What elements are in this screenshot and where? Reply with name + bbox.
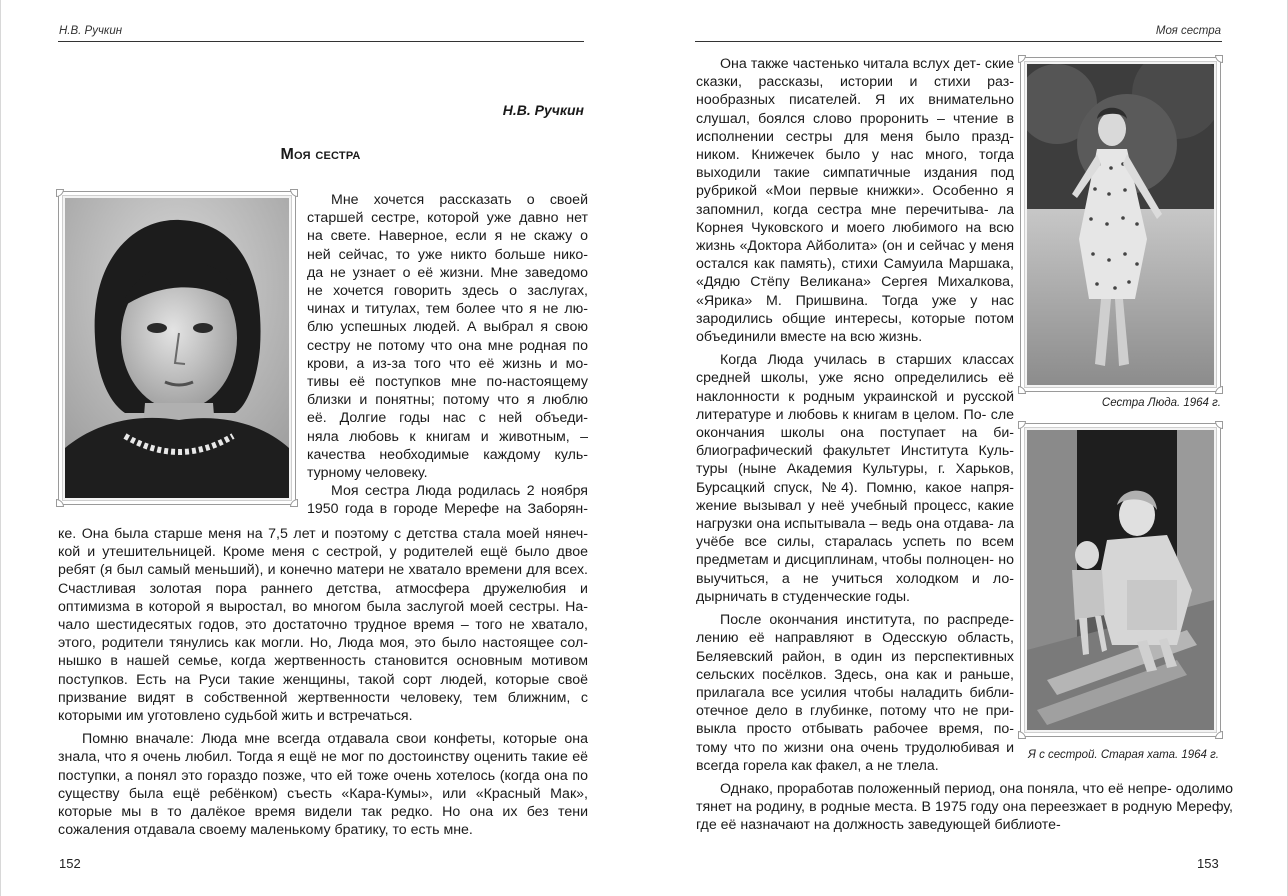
intro-line: да не узнает о её жизни. Мне заведомо — [307, 264, 588, 281]
left-page-number: 152 — [59, 856, 81, 871]
right-body-full — [696, 780, 1233, 835]
birth-line: 1950 года в городе Мерефе на Заборян- — [307, 501, 588, 518]
intro-line: её. Долгие годы нас с ней объеди- — [307, 410, 588, 427]
intro-line: на свете. Наверное, если я не скажу о — [307, 228, 588, 245]
right-body-column — [696, 55, 1014, 775]
intro-line: Мне хочется рассказать о своей — [331, 192, 588, 208]
caption-sister: Сестра Люда. 1964 г. — [1101, 397, 1221, 409]
paragraph-childhood: ке. Она была старше меня на 7,5 лет и поэтому с детства стала моей нянеч- кой и утешительницей. Кроме меня с сестрой, у родителей ещё было двое ребят (я был самый меньший), и конечно матери не хватало времени для всех. Счастливая золотая пора раннего детства, атмосфера дружелюбия и оптимизма в которой я выростал, во многом была заслугой моей сестры. На- чало шестидесятых годов, это достаточно трудное время – того не хватало, этого, родители тянулись как могли. Но, Люда моя, это было настоящее сол- нышко в нашей семье, когда жертвенность становится основным мотивом поступков. Есть на Руси такие женщины, такой сорт людей, которые своё призвание видят в собственной жертвенности человеку, тем ближним, с которыми им уготовлено судьбой жить и встречаться. — [58, 526, 588, 725]
photo-sister-1964 — [1027, 64, 1214, 385]
left-running-head: Н.В. Ручкин — [59, 25, 123, 37]
intro-line: тивы её поступков мне по-настоящему — [307, 374, 588, 391]
portrait-photo — [65, 198, 289, 498]
intro-line: чинах и титулах, тем более что я не лю- — [307, 301, 588, 318]
photo-frame-sister — [1020, 57, 1221, 392]
intro-line: няла любовь к книгам и животным, – — [307, 428, 588, 445]
paragraph-school: Когда Люда училась в старших классах средней школы, уже ясно определились её наклонности к родным украинской и русской литературе и любовь к книгам в целом. По- сле окончания школы она поступает на би- блиографический факультет Института Куль- туры (ныне Академия Культуры, г. Харьков, Бурсацкий спуск, №4). Помню, какое напря- жение вызывал у неё учебный процесс, какие нагрузки она испытывала – ведь она отдава- ла учёбе все силы, старалась успеть по всем предметам и дисциплинам, чтобы полноцен- но выучиться, а не учиться холодком и ло- дырничать в студенческие годы. — [696, 352, 1014, 605]
intro-line: блю успешных людей. А выбрал я свою — [307, 319, 588, 336]
birth-line: Моя сестра Люда родилась 2 ноября — [331, 483, 588, 500]
left-header-rule — [58, 41, 584, 42]
intro-line: турному человеку. — [307, 465, 428, 482]
intro-line: сестру не потому что она мне родная по — [307, 337, 588, 354]
article-author: Н.В. Ручкин — [502, 102, 584, 118]
paragraph-merefa: Однако, проработав положенный период, она поняла, что её непре- одолимо тянет на родину, в родные места. В 1975 году она переезжает в родную Мерефу, где её назначают на должность заведующей библиоте- — [696, 781, 1233, 834]
photo-frame-old-house — [1020, 423, 1221, 737]
caption-old-house: Я с сестрой. Старая хата. 1964 г. — [1028, 749, 1219, 761]
intro-line: крови, а из-за того что её жизнь и мо- — [307, 355, 588, 372]
intro-line: не хочется говорить здесь о заслугах, — [307, 283, 588, 300]
intro-line: ней сейчас, то уже никто больше нико- — [307, 246, 588, 263]
article-title: Моя сестра — [280, 146, 361, 163]
intro-line: близки и понятны; потому что я люблю — [307, 392, 588, 409]
right-header-rule — [695, 41, 1222, 42]
intro-paragraph — [307, 191, 588, 519]
portrait-photo-frame — [58, 191, 296, 505]
intro-line: качества необходимые каждому куль- — [307, 446, 588, 463]
paragraph-candies: Помню вначале: Люда мне всегда отдавала свои конфеты, которые она знала, что я очень любил. Тогда я ещё не мог по достоинству оценить такие её поступки, а понял это гораздо позже, что ей тоже очень хотелось (когда она по существу была ещё ребёнком) съесть «Кара-Кумы», или «Красный Мак», которые мы в то далёкое время видели так редко. Но она их без тени сожаления отдавала своему маленькому братику, то есть мне. — [58, 731, 588, 839]
photo-old-house-1964 — [1027, 430, 1214, 730]
left-body-text — [58, 525, 588, 839]
paragraph-odessa: После окончания института, по распреде- лению её направляют в Одесскую область, Беляевский район, в один из перспективных сельских посёлков. Здесь, она как и раньше, прилагала все усилия чтобы наладить библи- отечное дело в глубинке, потому что не при- выкла просто отбывать рабочее время, по- тому что по жизни она очень трудолюбивая и всегда горела как факел, а не тлела. — [696, 612, 1014, 774]
paragraph-reading: Она также частенько читала вслух дет- ские сказки, рассказы, истории и стихи раз- нообразных писателей. Я их внимательно слушал, боялся слово проронить – чтение в исполнении сестры для меня было празд- ником. Книжечек было у нас много, тогда выходили такие симпатичные издания под рубрикой «Мои первые книжки». Особенно я запомнил, когда сестра мне перечитыва- ла Корнея Чуковского и моего любимого на всю жизнь «Доктора Айболита» (он и сейчас у меня остался как память), стихи Самуила Маршака, «Дядю Стёпу Великана» Сергея Михалкова, «Ярика» М. Пришвина. Тогда уже у нас зародились общие интересы, которые потом объединили вместе на всю жизнь. — [696, 56, 1014, 346]
intro-line: старшей сестре, которой уже давно нет — [307, 210, 588, 227]
right-running-head: Моя сестра — [1155, 25, 1221, 37]
right-page-number: 153 — [1197, 856, 1219, 871]
